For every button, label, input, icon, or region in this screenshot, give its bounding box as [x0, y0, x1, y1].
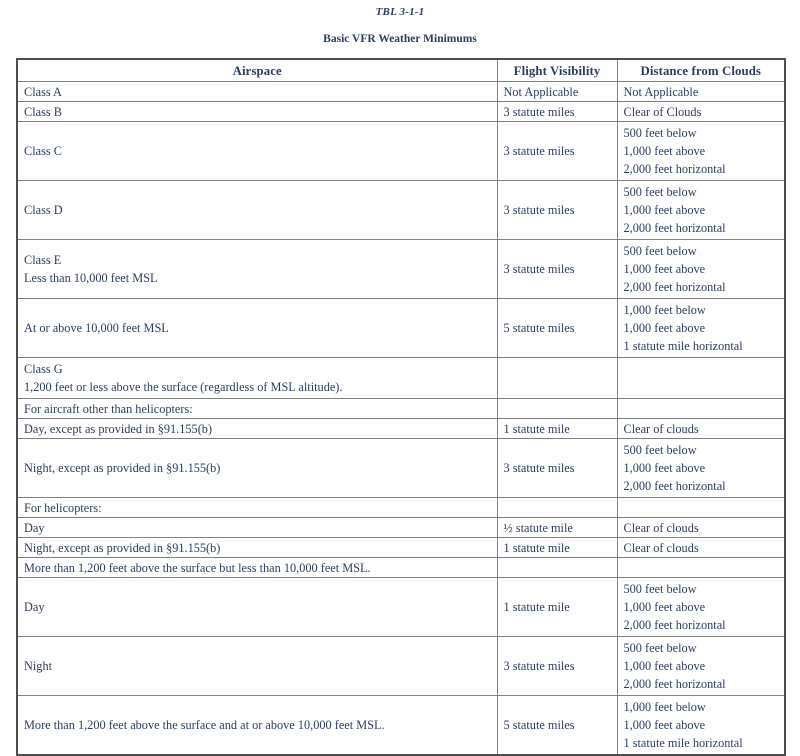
cell-flight-visibility — [497, 82, 617, 102]
cell-distance-from-clouds — [617, 358, 785, 399]
cell-airspace — [17, 518, 497, 538]
cell-line: Clear of clouds — [623, 520, 699, 535]
cell-flight-visibility — [497, 578, 617, 637]
cell-line: Night, except as provided in §91.155(b) — [24, 461, 221, 475]
cell-flight-visibility — [497, 637, 617, 696]
cell-line: 1 statute mile horizontal — [623, 736, 743, 750]
cell-line: Day — [24, 520, 45, 535]
table-row — [17, 240, 785, 299]
cell-line: 3 statute miles — [503, 461, 575, 475]
cell-airspace — [17, 122, 497, 181]
column-header-distance-from-clouds: Distance from Clouds — [617, 59, 785, 82]
cell-line: 1,000 feet above — [623, 718, 706, 732]
cell-flight-visibility — [497, 122, 617, 181]
table-row — [17, 358, 785, 399]
cell-flight-visibility — [497, 419, 617, 439]
table-row — [17, 518, 785, 538]
cell-airspace — [17, 399, 497, 419]
cell-airspace — [17, 498, 497, 518]
cell-airspace — [17, 419, 497, 439]
table-row — [17, 299, 785, 358]
cell-flight-visibility — [497, 358, 617, 399]
cell-flight-visibility — [497, 558, 617, 578]
cell-line: Night — [24, 659, 53, 673]
cell-distance-from-clouds — [617, 696, 785, 756]
cell-airspace — [17, 538, 497, 558]
cell-airspace — [17, 696, 497, 756]
cell-line: Day, except as provided in §91.155(b) — [24, 421, 213, 436]
cell-line: 3 statute miles — [503, 104, 575, 119]
cell-flight-visibility — [497, 538, 617, 558]
table-row — [17, 498, 785, 518]
table-body — [17, 82, 785, 756]
basic-vfr-weather-minimums-table — [16, 58, 786, 756]
cell-line: 3 statute miles — [503, 659, 575, 673]
cell-line: 500 feet below — [623, 244, 697, 258]
cell-flight-visibility — [497, 102, 617, 122]
cell-line: 1 statute mile horizontal — [623, 339, 743, 353]
cell-airspace — [17, 558, 497, 578]
cell-line: Clear of clouds — [623, 540, 699, 555]
cell-line: Less than 10,000 feet MSL — [24, 271, 158, 285]
cell-line: More than 1,200 feet above the surface and at or above 10,000 feet MSL. — [24, 718, 385, 732]
cell-distance-from-clouds — [617, 181, 785, 240]
cell-line: Class B — [24, 104, 62, 119]
cell-flight-visibility — [497, 181, 617, 240]
cell-line: 5 statute miles — [503, 321, 575, 335]
table-row — [17, 399, 785, 419]
cell-line: 1,000 feet above — [623, 262, 706, 276]
cell-distance-from-clouds — [617, 578, 785, 637]
cell-line: Clear of Clouds — [623, 104, 702, 119]
cell-line: 2,000 feet horizontal — [623, 221, 726, 235]
cell-flight-visibility — [497, 299, 617, 358]
cell-line: Class D — [24, 203, 63, 217]
cell-line: Clear of clouds — [623, 421, 699, 436]
cell-flight-visibility — [497, 399, 617, 419]
cell-line: 500 feet below — [623, 185, 697, 199]
table-row — [17, 538, 785, 558]
table-row — [17, 558, 785, 578]
cell-distance-from-clouds — [617, 439, 785, 498]
cell-line: 1,000 feet below — [623, 700, 706, 714]
cell-line: ½ statute mile — [503, 520, 573, 535]
cell-flight-visibility — [497, 240, 617, 299]
cell-line: 1,000 feet above — [623, 461, 706, 475]
cell-airspace — [17, 82, 497, 102]
table-row — [17, 419, 785, 439]
cell-line: At or above 10,000 feet MSL — [24, 321, 169, 335]
cell-line: 500 feet below — [623, 582, 697, 596]
table-identifier: TBL 3-1-1 — [375, 6, 425, 18]
cell-line: Not Applicable — [623, 84, 699, 99]
cell-line: 5 statute miles — [503, 718, 575, 732]
cell-distance-from-clouds — [617, 299, 785, 358]
cell-line: Not Applicable — [503, 84, 579, 99]
cell-distance-from-clouds — [617, 558, 785, 578]
cell-airspace — [17, 439, 497, 498]
cell-distance-from-clouds — [617, 538, 785, 558]
cell-distance-from-clouds — [617, 399, 785, 419]
cell-line: Class C — [24, 144, 62, 158]
cell-line: 3 statute miles — [503, 262, 575, 276]
cell-line: 2,000 feet horizontal — [623, 479, 726, 493]
cell-line: 1 statute mile — [503, 600, 570, 614]
cell-line: 1,000 feet below — [623, 303, 706, 317]
cell-line: For helicopters: — [24, 500, 102, 515]
cell-flight-visibility — [497, 518, 617, 538]
cell-distance-from-clouds — [617, 637, 785, 696]
cell-distance-from-clouds — [617, 240, 785, 299]
cell-flight-visibility — [497, 696, 617, 756]
cell-line: 2,000 feet horizontal — [623, 280, 726, 294]
cell-distance-from-clouds — [617, 419, 785, 439]
cell-line: 500 feet below — [623, 126, 697, 140]
cell-line: 500 feet below — [623, 443, 697, 457]
cell-line: 3 statute miles — [503, 144, 575, 158]
cell-line: For aircraft other than helicopters: — [24, 401, 193, 416]
cell-airspace — [17, 358, 497, 399]
table-row — [17, 578, 785, 637]
cell-line: Night, except as provided in §91.155(b) — [24, 540, 221, 555]
cell-line: 2,000 feet horizontal — [623, 618, 726, 632]
table-row — [17, 439, 785, 498]
cell-line: 1,000 feet above — [623, 321, 706, 335]
table-row — [17, 637, 785, 696]
cell-flight-visibility — [497, 498, 617, 518]
cell-distance-from-clouds — [617, 82, 785, 102]
cell-line: Day — [24, 600, 45, 614]
cell-line: 1,200 feet or less above the surface (regardless of MSL altitude). — [24, 380, 343, 394]
cell-flight-visibility — [497, 439, 617, 498]
cell-line: 1,000 feet above — [623, 600, 706, 614]
cell-airspace — [17, 637, 497, 696]
cell-airspace — [17, 102, 497, 122]
cell-line: 1 statute mile — [503, 421, 570, 436]
cell-line: 1 statute mile — [503, 540, 570, 555]
cell-airspace — [17, 181, 497, 240]
table-row — [17, 696, 785, 756]
column-header-flight-visibility: Flight Visibility — [497, 59, 617, 82]
cell-line: 3 statute miles — [503, 203, 575, 217]
cell-line: 500 feet below — [623, 641, 697, 655]
table-row — [17, 181, 785, 240]
table-header-row — [17, 59, 785, 82]
table-row — [17, 82, 785, 102]
cell-line: More than 1,200 feet above the surface but less than 10,000 feet MSL. — [24, 560, 371, 575]
cell-airspace — [17, 240, 497, 299]
cell-line: 1,000 feet above — [623, 659, 706, 673]
cell-distance-from-clouds — [617, 498, 785, 518]
cell-line: Class G — [24, 362, 63, 376]
table-row — [17, 102, 785, 122]
cell-airspace — [17, 299, 497, 358]
table-title: Basic VFR Weather Minimums — [323, 33, 477, 45]
cell-line: 1,000 feet above — [623, 144, 706, 158]
table-row — [17, 122, 785, 181]
cell-airspace — [17, 578, 497, 637]
table-header — [17, 59, 785, 82]
cell-line: 2,000 feet horizontal — [623, 677, 726, 691]
cell-distance-from-clouds — [617, 122, 785, 181]
cell-line: 1,000 feet above — [623, 203, 706, 217]
cell-distance-from-clouds — [617, 518, 785, 538]
column-header-airspace: Airspace — [17, 59, 497, 82]
cell-distance-from-clouds — [617, 102, 785, 122]
cell-line: Class E — [24, 253, 62, 267]
cell-line: 2,000 feet horizontal — [623, 162, 726, 176]
cell-line: Class A — [24, 84, 62, 99]
